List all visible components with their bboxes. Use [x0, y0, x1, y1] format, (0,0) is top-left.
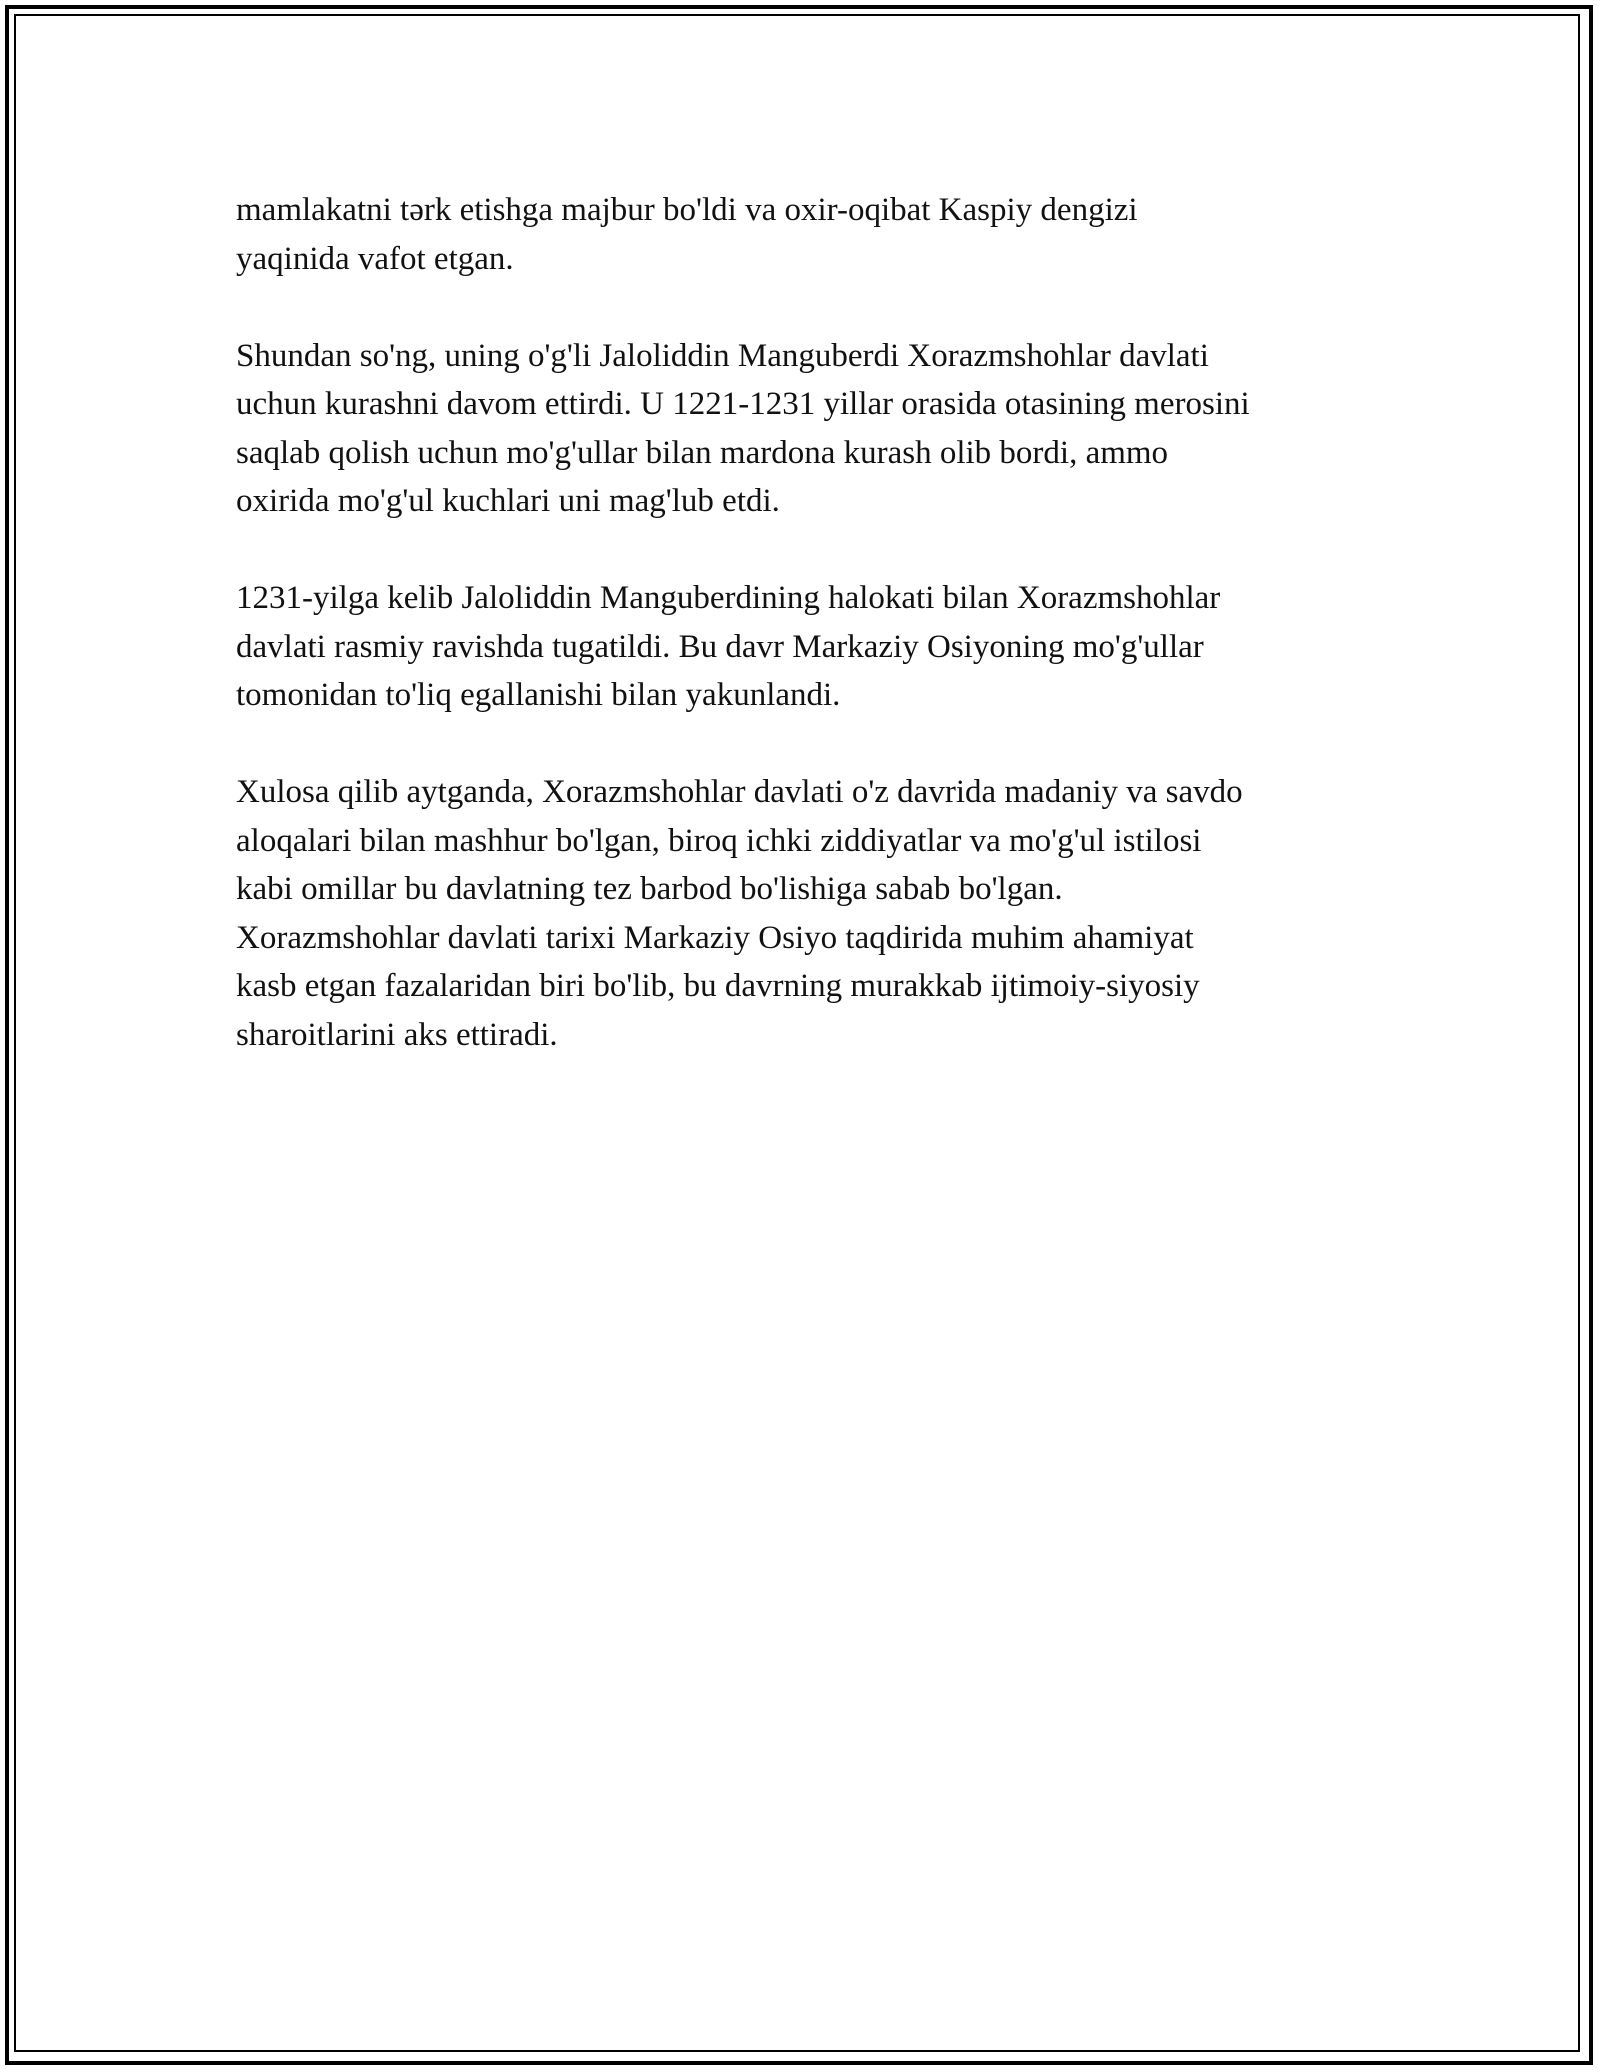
paragraph-2: Shundan so'ng, uning o'g'li Jaloliddin Manguberdi Xorazmshohlar davlati uchun kurashni davom ettirdi. U 1221-1231 yillar orasida otasining merosini saqlab qolish uchun mo'g'ullar bilan mardona kurash olib bordi, ammo oxirida mo'g'ul kuchlari uni mag'lub etdi.: [236, 337, 1250, 519]
paragraph-3: 1231-yilga kelib Jaloliddin Manguberdining halokati bilan Xorazmshohlar davlati rasmiy ravishda tugatildi. Bu davr Markaziy Osiyoning mo'g'ullar tomonidan to'liq egallanishi bilan yakunlandi.: [236, 580, 1221, 713]
paragraph-1: mamlakatni tərk etishga majbur bo'ldi va oxir-oqibat Kaspiy dengizi yaqinida vafot etgan.: [236, 192, 1138, 277]
paragraph-4: Xulosa qilib aytganda, Xorazmshohlar davlati o'z davrida madaniy va savdo aloqalari bilan mashhur bo'lgan, biroq ichki ziddiyatlar va mo'g'ul istilosi kabi omillar bu davlatning tez barbod bo'lishiga sabab bo'lgan. Xorazmshohlar davlati tarixi Markaziy Osiyo taqdirida muhim ahamiyat kasb etgan fazalaridan biri bo'lib, bu davrning murakkab ijtimoiy-siyosiy sharoitlarini aks ettiradi.: [236, 774, 1243, 1053]
document-body: [236, 186, 1386, 1108]
